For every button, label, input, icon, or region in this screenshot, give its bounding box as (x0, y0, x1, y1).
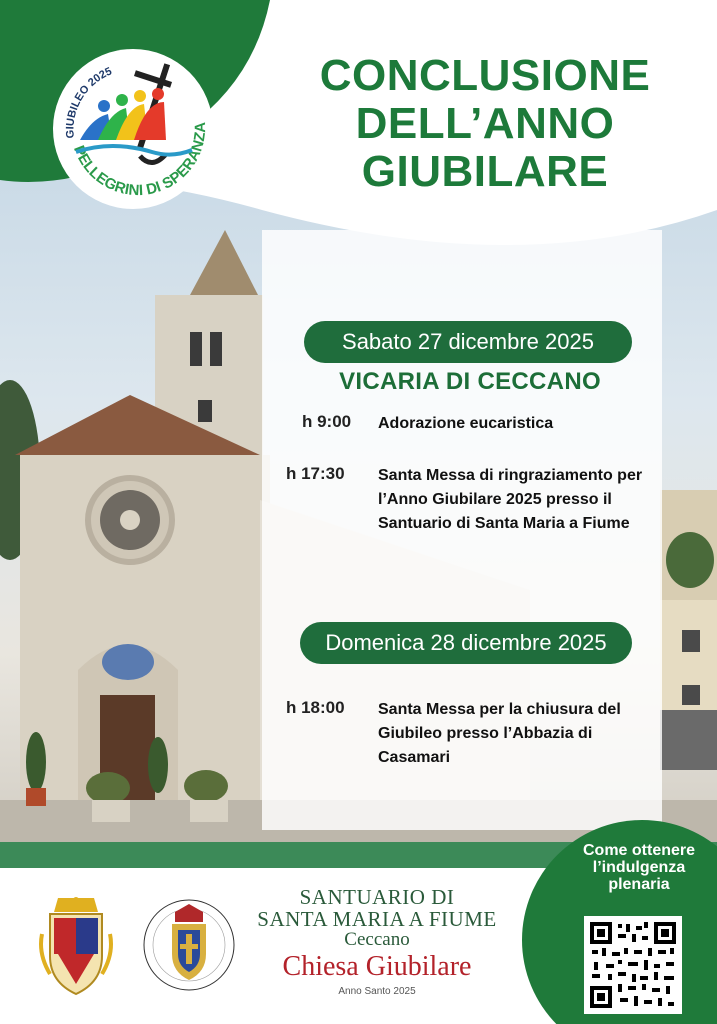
qr-code[interactable] (584, 916, 682, 1014)
event-row (286, 698, 656, 770)
santuario-line-1: SANTUARIO DI (299, 885, 455, 909)
jubilee-logo (52, 48, 214, 210)
event-time: h 17:30 (286, 464, 345, 483)
title-line-2: DELL’ANNO (355, 99, 615, 148)
town-coat-of-arms (36, 894, 116, 998)
date-pill-saturday: Sabato 27 dicembre 2025 (304, 321, 632, 363)
page-title (270, 52, 700, 196)
event-time: h 9:00 (302, 412, 352, 431)
event-description: Santa Messa per la chiusura del Giubileo presso l’Abbazia di Casamari (378, 701, 621, 766)
title-line-1: CONCLUSIONE (319, 51, 651, 100)
anno-santo-label: Anno Santo 2025 (338, 986, 416, 997)
event-row (286, 464, 656, 536)
date-pill-sunday: Domenica 28 dicembre 2025 (300, 622, 632, 664)
santuario-line-2: SANTA MARIA A FIUME (257, 907, 497, 931)
event-row (286, 412, 656, 436)
event-description: Adorazione eucaristica (378, 415, 554, 432)
event-description: Santa Messa di ringraziamento per l’Anno Giubilare 2025 presso il Santuario di Santa Maria a Fiume (378, 467, 643, 532)
logo-top-text: GIUBILEO 2025 (64, 65, 114, 139)
logo-bottom-text: PELLEGRINI DI SPERANZA (70, 121, 210, 200)
santuario-block (236, 886, 518, 997)
diocese-seal (142, 898, 236, 992)
title-line-3: GIUBILARE (361, 147, 609, 196)
indulgence-label: Come ottenere l’indulgenza plenaria (582, 842, 696, 893)
vicaria-heading: VICARIA DI CECCANO (339, 368, 601, 395)
event-time: h 18:00 (286, 698, 345, 717)
chiesa-giubilare: Chiesa Giubilare (282, 951, 472, 982)
santuario-city: Ceccano (344, 929, 410, 950)
